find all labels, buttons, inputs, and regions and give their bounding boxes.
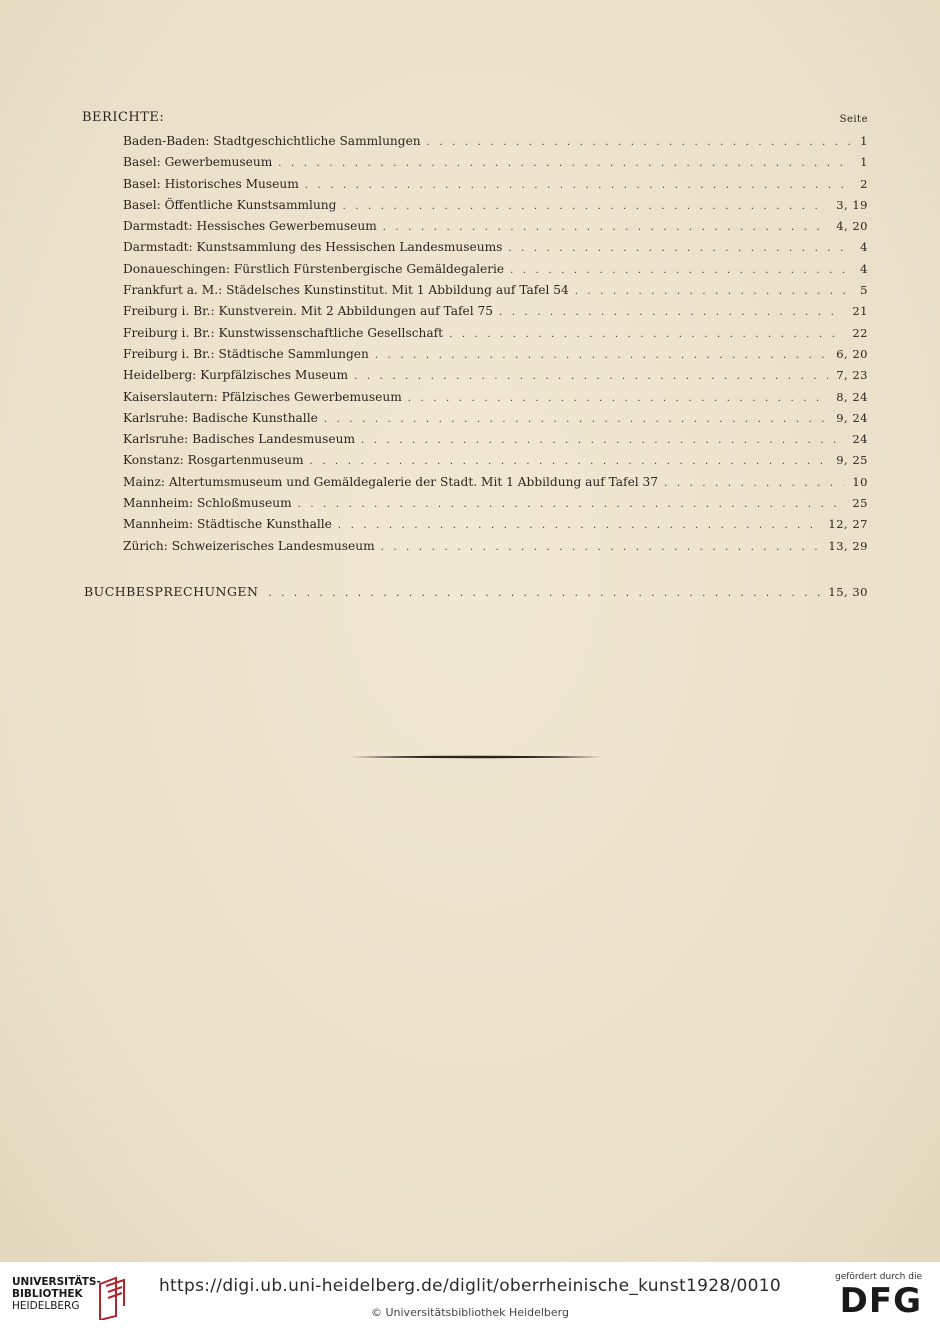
- toc-entry-title: Freiburg i. Br.: Kunstverein. Mit 2 Abbildungen auf Tafel 75: [123, 304, 493, 319]
- toc-entry-title: Basel: Historisches Museum: [123, 176, 299, 191]
- buchbesprechungen-title: BUCHBESPRECHUNGEN: [84, 584, 259, 599]
- toc-entry-pages: 4: [860, 261, 868, 276]
- toc-entry: [123, 453, 868, 474]
- leader-dots: [408, 393, 828, 404]
- leader-dots: [575, 286, 852, 297]
- leader-dots: [508, 243, 852, 254]
- toc-entry: [123, 283, 868, 304]
- toc-entry: [123, 155, 868, 176]
- toc-entry: [123, 134, 868, 155]
- toc-entry: [123, 517, 868, 538]
- funding-caption: gefördert durch die: [835, 1272, 922, 1282]
- leader-dots: [338, 520, 821, 531]
- toc-entry: [123, 475, 868, 496]
- toc-entry: [123, 198, 868, 219]
- toc-entry-pages: 25: [852, 496, 868, 511]
- leader-dots: [427, 137, 853, 148]
- leader-dots: [342, 201, 828, 212]
- leader-dots: [361, 435, 844, 446]
- toc-entry-pages: 9, 25: [836, 453, 868, 468]
- buchbesprechungen-pages: 15, 30: [828, 585, 868, 599]
- toc-entry-title: Kaiserslautern: Pfälzisches Gewerbemuseum: [123, 389, 402, 404]
- toc-entry-pages: 1: [860, 134, 868, 148]
- leader-dots: [324, 414, 828, 425]
- leader-dots: [278, 158, 852, 169]
- toc-entry: [123, 262, 868, 283]
- toc-entry-title: Basel: Gewerbemuseum: [123, 155, 273, 170]
- toc-entry-pages: 5: [860, 283, 868, 298]
- leader-dots: [499, 307, 844, 318]
- toc-entry-pages: 2: [860, 176, 868, 191]
- toc-entry-title: Konstanz: Rosgartenmuseum: [123, 453, 304, 468]
- leader-dots: [381, 542, 821, 553]
- toc-entry-pages: 13, 29: [828, 538, 868, 553]
- library-name-line1: UNIVERSITÄTS-: [12, 1276, 101, 1288]
- toc-entry-pages: 4: [860, 240, 868, 255]
- ornamental-rule: [350, 755, 603, 759]
- copyright-notice: © Universitätsbibliothek Heidelberg: [370, 1306, 569, 1319]
- toc-entry-pages: 9, 24: [836, 410, 868, 425]
- toc-entry-pages: 24: [852, 432, 868, 447]
- berichte-heading-row: [82, 110, 868, 128]
- toc-entry-title: Basel: Öffentliche Kunstsammlung: [123, 197, 337, 212]
- toc-entry: [123, 347, 868, 368]
- toc-entry-title: Freiburg i. Br.: Städtische Sammlungen: [123, 346, 369, 361]
- toc-entry: [123, 390, 868, 411]
- toc-entry-pages: 22: [852, 325, 868, 340]
- leader-dots: [664, 478, 844, 489]
- dfg-logo[interactable]: [832, 1272, 922, 1322]
- toc-entry-title: Karlsruhe: Badische Kunsthalle: [123, 410, 318, 425]
- leader-dots: [449, 329, 844, 340]
- toc-entry: [123, 219, 868, 240]
- toc-entry-pages: 7, 23: [836, 368, 868, 383]
- toc-entry: [123, 539, 868, 560]
- toc-entry: [123, 326, 868, 347]
- toc-entry-pages: 4, 20: [836, 219, 868, 234]
- leader-dots: [375, 350, 828, 361]
- berichte-toc-list: [123, 134, 868, 560]
- toc-entry: [123, 240, 868, 261]
- toc-entry-title: Frankfurt a. M.: Städelsches Kunstinstitut. Mit 1 Abbildung auf Tafel 54: [123, 283, 569, 298]
- toc-entry-title: Mainz: Altertumsmuseum und Gemäldegalerie der Stadt. Mit 1 Abbildung auf Tafel 37: [123, 474, 659, 489]
- toc-entry-pages: 3, 19: [836, 197, 868, 212]
- toc-entry-title: Baden-Baden: Stadtgeschichtliche Sammlungen: [123, 134, 421, 148]
- toc-entry-title: Heidelberg: Kurpfälzisches Museum: [123, 368, 349, 383]
- leader-dots: [354, 371, 828, 382]
- buchbesprechungen-row: [84, 584, 868, 599]
- toc-entry: [123, 368, 868, 389]
- toc-entry-title: Darmstadt: Kunstsammlung des Hessischen Landesmuseums: [123, 240, 503, 255]
- leader-dots: [510, 265, 852, 276]
- leader-dots: [383, 222, 828, 233]
- toc-entry-pages: 8, 24: [836, 389, 868, 404]
- document-url[interactable]: https://digi.ub.uni-heidelberg.de/diglit/oberrheinische_kunst1928/0010: [158, 1276, 781, 1296]
- page-column-label: Seite: [839, 114, 868, 125]
- toc-entry-title: Darmstadt: Hessisches Gewerbemuseum: [123, 219, 377, 234]
- berichte-heading: BERICHTE:: [82, 110, 165, 125]
- toc-entry-title: Donaueschingen: Fürstlich Fürstenbergische Gemäldegalerie: [123, 261, 505, 276]
- toc-entry-title: Zürich: Schweizerisches Landesmuseum: [123, 538, 375, 553]
- leader-dots: [305, 180, 852, 191]
- toc-entry: [123, 304, 868, 325]
- toc-entry-pages: 21: [852, 304, 868, 319]
- toc-entry-pages: 1: [860, 155, 868, 170]
- leader-dots: [310, 456, 829, 467]
- library-name-line2: BIBLIOTHEK: [12, 1288, 83, 1300]
- library-name-line3: HEIDELBERG: [12, 1300, 80, 1312]
- toc-entry: [123, 432, 868, 453]
- toc-entry-title: Freiburg i. Br.: Kunstwissenschaftliche Gesellschaft: [123, 325, 444, 340]
- toc-entry: [123, 411, 868, 432]
- toc-entry-title: Mannheim: Städtische Kunsthalle: [123, 517, 332, 532]
- toc-entry-pages: 10: [852, 474, 868, 489]
- dfg-wordmark: DFG: [839, 1281, 922, 1321]
- toc-entry-pages: 12, 27: [828, 517, 868, 532]
- leader-dots: [298, 499, 845, 510]
- toc-entry: [123, 177, 868, 198]
- toc-entry: [123, 496, 868, 517]
- toc-entry-pages: 6, 20: [836, 346, 868, 361]
- footer-bar: [0, 1262, 940, 1330]
- toc-entry-title: Mannheim: Schloßmuseum: [123, 496, 292, 511]
- toc-entry-title: Karlsruhe: Badisches Landesmuseum: [123, 432, 356, 447]
- leader-dots: [269, 588, 821, 599]
